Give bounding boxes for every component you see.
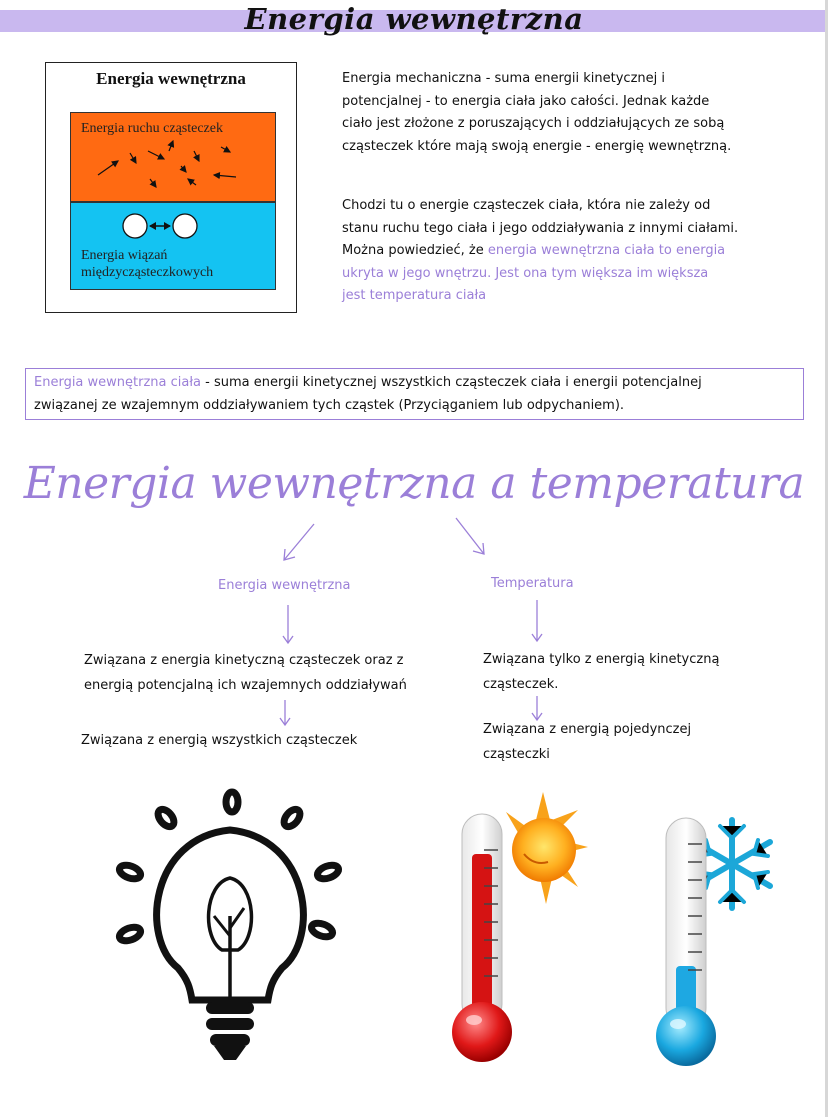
intro-p2-line4: ukryta w jego wnętrzu. Jest ona tym większa im większa [342,265,709,281]
kinetic-energy-label: Energia ruchu cząsteczek [81,121,223,136]
right-point-2-line2: cząsteczki [483,747,550,762]
diagram-title: Energia wewnętrzna [96,69,246,88]
intro-paragraph-2 [342,195,738,308]
cold-thermometer-icon [640,808,780,1078]
hot-thermometer-icon [448,792,598,1072]
intro-p2-line3 [342,240,738,263]
left-point-1-line2: energią potencjalną ich wzajemnych oddziaływań [84,678,407,693]
right-heading: Temperatura [491,576,574,591]
sun-icon [506,792,588,904]
intro-p2-highlight: energia wewnętrzna ciała to energia [487,243,726,258]
definition-box [25,368,804,420]
definition-term: Energia wewnętrzna ciała [34,375,202,390]
intro-p1-line: cząsteczek które mają swoją energie - energię wewnętrzną. [342,138,732,154]
definition-line2: związanej ze wzajemnym oddziaływaniem tych cząstek (Przyciąganiem lub odpychaniem). [34,397,625,413]
bond-label-line1: Energia wiązań [81,248,168,263]
right-point-1-line2: cząsteczek. [483,677,559,692]
left-point-1 [84,648,407,698]
intro-p1-line: ciało jest złożone z poruszających i oddziałujących ze sobą [342,116,725,131]
left-point-1-line1: Związana z energia kinetyczną cząsteczek oraz z [84,653,404,668]
right-point-2-line1: Związana z energią pojedynczej [483,722,692,737]
intro-p2-line1: Chodzi tu o energie cząsteczek ciała, która nie zależy od [342,198,711,213]
bond-label-line2: międzycząsteczkowych [81,265,214,280]
intro-p2-line5: jest temperatura ciała [342,288,487,303]
right-point-2 [483,717,691,767]
energy-diagram [45,62,297,313]
lightbulb-icon [110,788,350,1068]
left-point-2: Związana z energią wszystkich cząsteczek [81,733,358,748]
definition-line1 [34,372,795,395]
particle-arrows-icon [46,63,298,314]
intro-paragraph-1 [342,68,731,158]
section-title: Energia wewnętrzna a temperatura [23,458,805,509]
intro-p1-line: potencjalnej - to energia ciała jako całości. Jednak każde [342,93,710,109]
intro-p2-plain: Można powiedzieć, że [342,243,488,258]
right-point-1 [483,647,719,697]
intro-p1-line: Energia mechaniczna - suma energii kinetycznej i [342,71,665,86]
intro-p2-line2: stanu ruchu tego ciała i jego oddziaływania z innymi ciałami. [342,220,739,236]
definition-text: - suma energii kinetycznej wszystkich cząsteczek ciała i energii potencjalnej [201,375,702,390]
right-point-1-line1: Związana tylko z energią kinetyczną [483,652,720,667]
page-title: Energia wewnętrzna [244,2,584,36]
left-heading: Energia wewnętrzna [218,578,351,593]
